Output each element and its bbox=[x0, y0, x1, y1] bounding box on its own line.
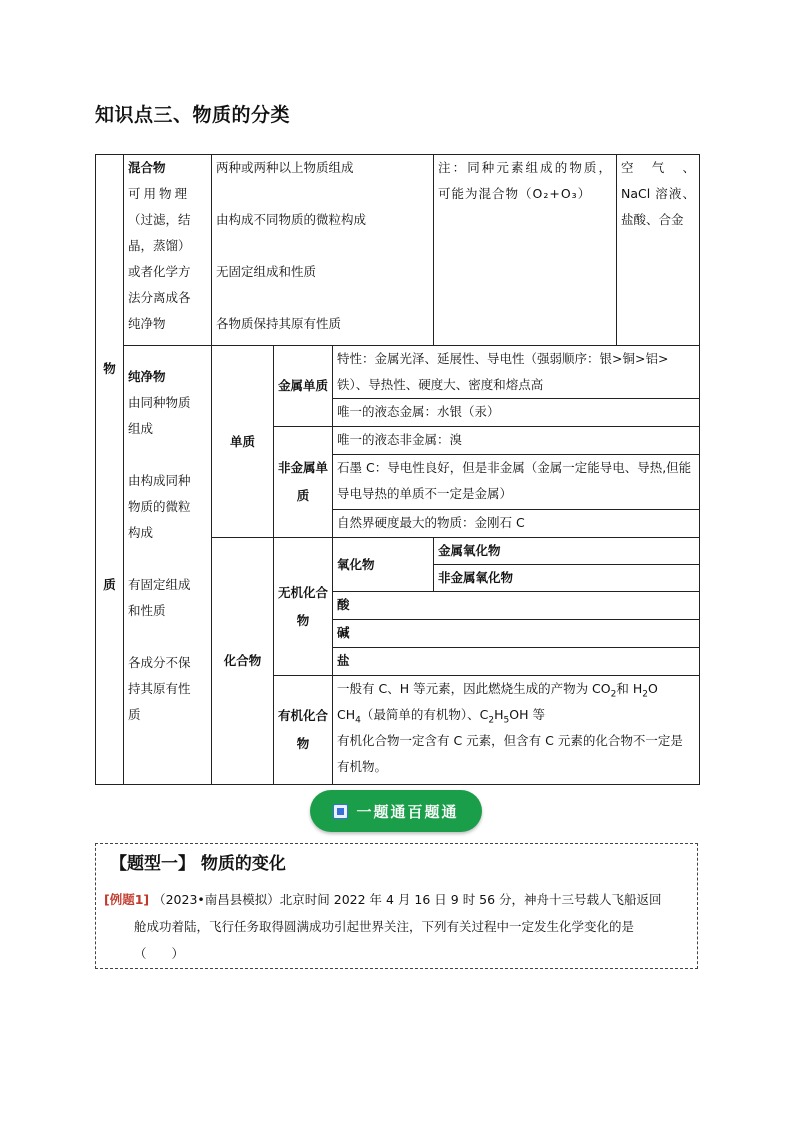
mixture-desc-2: （过滤，结 bbox=[128, 212, 191, 227]
liquid-metal-cell bbox=[333, 399, 700, 427]
pure-line-5: 物质的微粒 bbox=[128, 499, 191, 514]
compound-label-cell bbox=[212, 538, 274, 785]
oxide-cell bbox=[333, 538, 434, 592]
question-line-3: （ ） bbox=[134, 946, 185, 961]
metal-oxide-cell bbox=[434, 538, 700, 565]
pure-line-1: 由同种物质 bbox=[128, 395, 191, 410]
mixture-desc-4: 或者化学方 bbox=[128, 264, 191, 279]
pure-line-9: 和性质 bbox=[128, 603, 166, 618]
banner-text: 一题通百题通 bbox=[356, 802, 459, 821]
mixture-examples: 空 气 、NaCl 溶液、盐酸、合金 bbox=[621, 160, 696, 227]
mixture-prop-1: 两种或两种以上物质组成 bbox=[216, 160, 354, 175]
question-type-title: 【题型一】 物质的变化 bbox=[110, 854, 286, 874]
classification-table bbox=[95, 154, 700, 785]
mixture-props-cell bbox=[212, 155, 434, 346]
organic-label-cell bbox=[274, 676, 333, 785]
practice-banner[interactable] bbox=[310, 790, 482, 832]
element-label: 单质 bbox=[229, 433, 255, 449]
liquid-nonmetal-cell bbox=[333, 427, 700, 455]
base-cell bbox=[333, 620, 700, 648]
root-char-1: 物 bbox=[103, 360, 116, 376]
root-category-cell bbox=[96, 155, 124, 785]
oxide-label: 氧化物 bbox=[337, 556, 375, 572]
metal-element-label: 金属单质 bbox=[278, 378, 329, 393]
metal-oxide-label: 金属氧化物 bbox=[438, 543, 501, 558]
acid-label: 酸 bbox=[337, 597, 350, 612]
metal-element-label-cell bbox=[274, 346, 333, 427]
salt-cell bbox=[333, 648, 700, 676]
organic-line-1: 一般有 C、H 等元素，因此燃烧生成的产物为 $CO_2$和 $H_2O$ bbox=[337, 681, 658, 700]
example-label: [例题1] bbox=[104, 892, 150, 907]
metal-property-cell bbox=[333, 346, 700, 399]
pure-line-13: 质 bbox=[128, 707, 141, 722]
diamond-cell bbox=[333, 510, 700, 538]
pure-line-6: 构成 bbox=[128, 525, 154, 540]
nonmetal-element-label-cell bbox=[274, 427, 333, 538]
nonmetal-oxide-cell bbox=[434, 565, 700, 592]
organic-line-2: $CH_4$（最简单的有机物）、$C_2H_5OH$ 等 bbox=[337, 707, 545, 726]
metal-property: 特性：金属光泽、延展性、导电性（强弱顺序：银>铜>铝>铁）、导热性、硬度大、密度和熔点高 bbox=[337, 351, 669, 392]
mixture-title: 混合物 bbox=[128, 160, 166, 175]
graphite-note: 石墨 C：导电性良好，但是非金属（金属一定能导电、导热,但能导电导热的单质不一定是金属） bbox=[337, 460, 692, 501]
organic-label: 有机化合物 bbox=[278, 708, 329, 751]
pure-title: 纯净物 bbox=[128, 369, 166, 384]
mixture-cell bbox=[124, 155, 212, 346]
inorganic-label: 无机化合物 bbox=[278, 584, 329, 628]
nonmetal-element-label: 非金属单质 bbox=[278, 460, 329, 503]
mixture-note-cell bbox=[434, 155, 617, 346]
question-line-2: 舱成功着陆，飞行任务取得圆满成功引起世界关注，下列有关过程中一定发生化学变化的是 bbox=[134, 919, 635, 934]
nonmetal-oxide-label: 非金属氧化物 bbox=[438, 570, 514, 585]
acid-cell bbox=[333, 592, 700, 620]
liquid-metal: 唯一的液态金属：水银（汞） bbox=[337, 404, 500, 419]
compound-label: 化合物 bbox=[223, 653, 262, 668]
pure-line-12: 持其原有性 bbox=[128, 681, 191, 696]
pure-line-11: 各成分不保 bbox=[128, 655, 191, 670]
base-label: 碱 bbox=[337, 625, 350, 640]
pure-line-8: 有固定组成 bbox=[128, 577, 191, 592]
question-line-1: [例题1] （2023•南昌县模拟）北京时间 2022 年 4 月 16 日 9 时 56 分，神舟十三号载人飞船返回 bbox=[104, 892, 662, 907]
section-heading: 知识点三、物质的分类 bbox=[95, 104, 291, 126]
organic-desc-cell bbox=[333, 676, 700, 785]
mixture-note: 注：同种元素组成的物质，可能为混合物（O₂+O₃） bbox=[438, 160, 613, 201]
question-body bbox=[104, 886, 692, 967]
book-icon bbox=[333, 804, 348, 819]
liquid-nonmetal: 唯一的液态非金属：溴 bbox=[337, 432, 463, 447]
pure-substance-cell bbox=[124, 346, 212, 785]
element-label-cell bbox=[212, 346, 274, 538]
root-char-2: 质 bbox=[103, 576, 116, 592]
mixture-examples-cell bbox=[617, 155, 700, 346]
question-box bbox=[95, 843, 698, 969]
pure-line-2: 组成 bbox=[128, 421, 154, 436]
inorganic-label-cell bbox=[274, 538, 333, 676]
diamond-note: 自然界硬度最大的物质：金刚石 C bbox=[337, 515, 525, 530]
mixture-prop-3: 无固定组成和性质 bbox=[216, 264, 317, 279]
organic-line-3: 有机化合物一定含有 C 元素，但含有 C 元素的化合物不一定是有机物。 bbox=[337, 733, 683, 774]
mixture-desc-3: 晶，蒸馏） bbox=[128, 238, 191, 253]
graphite-cell bbox=[333, 455, 700, 510]
salt-label: 盐 bbox=[337, 653, 350, 668]
mixture-desc-6: 纯净物 bbox=[128, 316, 166, 331]
mixture-desc-1: 可用物理 bbox=[128, 186, 191, 201]
pure-line-4: 由构成同种 bbox=[128, 473, 191, 488]
mixture-prop-2: 由构成不同物质的微粒构成 bbox=[216, 212, 367, 227]
mixture-prop-4: 各物质保持其原有性质 bbox=[216, 316, 342, 331]
mixture-desc-5: 法分离成各 bbox=[128, 290, 191, 305]
